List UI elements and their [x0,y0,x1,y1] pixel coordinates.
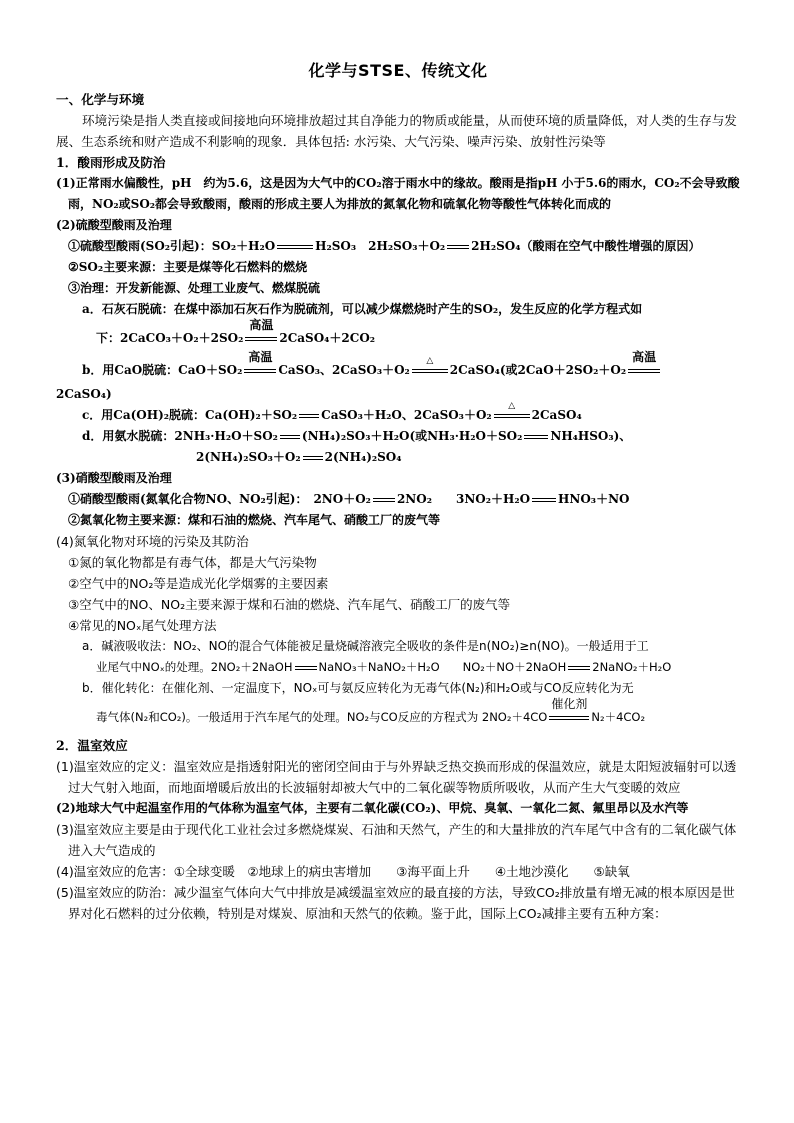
greenhouse-cause: (3)温室效应主要是由于现代化工业社会过多燃烧煤炭、石油和天然气，产生的和大量排放的汽车尾气中含有的二氧化碳气体进入大气造成的 [56,822,737,858]
document-page [56,58,740,924]
eq-part: H₂SO₃ 2H₂SO₃＋O₂ [315,239,446,253]
ammonia-desulfurization [56,426,740,447]
eq-part: 下：2CaCO₃＋O₂＋2SO₂ [96,331,244,345]
so2-source-line: ②SO₂主要来源：主要是煤等化石燃料的燃烧 [68,260,308,274]
eq-part: 2CaSO₄(或2CaO＋2SO₂＋O₂ [449,363,627,377]
cao-desulfurization [56,352,740,384]
equals-sign [299,405,319,426]
eq-part: 2NO₂ 3NO₂＋H₂O [396,492,531,506]
equals-sign [303,447,323,468]
equals-sign [295,657,317,678]
condition-equals-sign [628,350,660,384]
nox-source-line: ②氮氧化物主要来源：煤和石油的燃烧、汽车尾气、硝酸工厂的废气等 [68,513,441,527]
nox-pollution-heading: (4)氮氧化物对环境的污染及其防治 [56,534,249,549]
alkali-absorption-line-1: a．碱液吸收法：NO₂、NO的混合气体能被足量烧碱溶液完全吸收的条件是n(NO₂)≥n(NO)。一般适用于工 [82,639,649,653]
eq-part: 业尾气中NOₓ的处理。2NO₂＋2NaOH [96,660,293,674]
condition-equals-sign [412,356,448,384]
nitric-acid-rain-heading: (3)硝酸型酸雨及治理 [56,471,172,485]
section-heading-chemistry-environment: 一、化学与环境 [56,92,145,107]
greenhouse-heading: 2．温室效应 [56,738,128,753]
eq-part: c．用Ca(OH)₂脱硫：Ca(OH)₂＋SO₂ [82,408,298,422]
eq-part: HNO₃＋NO [558,492,630,506]
acid-rain-p1: (1)正常雨水偏酸性，pH 约为5.6，这是因为大气中的CO₂溶于雨水中的缘故。酸雨是指pH 小于5.6的雨水，CO₂不会导致酸雨，NO₂或SO₂都会导致酸雨，酸雨的形成主要人为排放的氮氧化物和硫氧化物等酸性气体转化而成的 [56,176,740,211]
limestone-desulfurization: a．石灰石脱硫：在煤中添加石灰石作为脱硫剂，可以减少煤燃烧时产生的SO₂，发生反应的化学方程式如 [82,302,643,316]
eq-part: ①硫酸型酸雨(SO₂引起)：SO₂＋H₂O [68,239,276,253]
page-title: 化学与STSE、传统文化 [308,61,488,80]
catalytic-conversion-line-1: b．催化转化：在催化剂、一定温度下，NOₓ可与氨反应转化为无毒气体(N₂)和H₂O或与CO反应转化为无 [82,681,634,695]
eq-part: NH₄HSO₃)、 [550,429,632,443]
condition-label: 高温 [249,318,274,332]
condition-label: △ [508,401,516,411]
nitric-acid-rain-equation [56,489,740,510]
intro-paragraph: 环境污染是指人类直接或间接地向环境排放超过其自净能力的物质或能量，从而使环境的质量降低，对人类的生存与发展、生态系统和财产造成不利影响的现象．具体包括: 水污染、大气污染、噪声污染、放射性污染等 [56,113,737,149]
eq-part: (NH₄)₂SO₃＋H₂O(或NH₃·H₂O＋SO₂ [301,429,523,443]
equals-sign [373,489,395,510]
sulfuric-acid-rain-equation [56,236,740,257]
greenhouse-hazards: (4)温室效应的危害：①全球变暖 ②地球上的病虫害增加 ③海平面上升 ④土地沙漠化 ⑤缺氧 [56,864,630,879]
nox-point-2: ②空气中的NO₂等是造成光化学烟雾的主要因素 [68,576,329,591]
equals-sign [532,489,556,510]
condition-equals-sign [549,697,589,731]
eq-part: 2H₂SO₄（酸雨在空气中酸性增强的原因） [471,239,701,253]
eq-part: 2(NH₄)₂SO₃＋O₂ [196,450,301,464]
reversible-sign [277,236,313,257]
condition-label: 高温 [248,350,273,364]
eq-part: 2NaNO₂＋H₂O [592,660,672,674]
eq-part: CaSO₃＋H₂O、2CaSO₃＋O₂ [321,408,492,422]
nox-point-1: ①氮的氧化物都是有毒气体，都是大气污染物 [68,555,317,570]
nox-point-4: ④常见的NOₓ尾气处理方法 [68,618,217,633]
eq-part: N₂＋4CO₂ [591,710,646,724]
eq-part: 2CaSO₄＋2CO₂ [279,331,376,345]
condition-label: △ [426,356,434,366]
condition-label: 催化剂 [551,697,588,711]
condition-label: 高温 [632,350,657,364]
sulfuric-acid-rain-heading: (2)硫酸型酸雨及治理 [56,218,172,232]
condition-equals-sign [494,401,530,426]
eq-part: d．用氨水脱硫：2NH₃·H₂O＋SO₂ [82,429,278,443]
caoh2-desulfurization [56,401,740,426]
eq-part: CaSO₃、2CaSO₃＋O₂ [278,363,410,377]
eq-part: 毒气体(N₂和CO₂)。一般适用于汽车尾气的处理。NO₂与CO反应的方程式为 2NO₂＋4CO [96,710,548,724]
treatment-line: ③治理：开发新能源、处理工业废气、燃煤脱硫 [68,281,321,295]
eq-part: ①硝酸型酸雨(氮氧化合物NO、NO₂引起)： 2NO＋O₂ [68,492,371,506]
alkali-absorption-line-2 [56,657,740,678]
eq-part: NaNO₃＋NaNO₂＋H₂O NO₂＋NO＋2NaOH [318,660,567,674]
catalytic-conversion-line-2 [56,699,740,731]
nox-point-3: ③空气中的NO、NO₂主要来源于煤和石油的燃烧、汽车尾气、硝酸工厂的废气等 [68,597,511,612]
greenhouse-prevention: (5)温室效应的防治：减少温室气体向大气中排放是减缓温室效应的最直接的方法，导致CO₂排放量有增无减的根本原因是世界对化石燃料的过分依赖，特别是对煤炭、原油和天然气的依赖。鉴于此，国际上CO₂减排主要有五种方案： [56,885,735,921]
ammonia-desulfurization-2 [56,447,740,468]
eq-part: 2CaSO₄ [531,408,582,422]
cao-desulfurization-end: 2CaSO₄) [56,387,112,401]
eq-part: 2(NH₄)₂SO₄ [324,450,402,464]
greenhouse-definition: (1)温室效应的定义：温室效应是指透射阳光的密闭空间由于与外界缺乏热交换而形成的保温效应，就是太阳短波辐射可以透过大气射入地面，而地面增暖后放出的长波辐射却被大气中的二氧化碳等物质所吸收，从而产生大气变暖的效应 [56,759,737,795]
greenhouse-gases: (2)地球大气中起温室作用的气体称为温室气体，主要有二氧化碳(CO₂)、甲烷、臭氧、一氧化二氮、氟里昂以及水汽等 [56,801,689,815]
condition-equals-sign [244,350,276,384]
equals-sign [280,426,300,447]
equals-sign [524,426,548,447]
equals-sign [568,657,590,678]
equals-sign [447,236,469,257]
eq-part: b．用CaO脱硫：CaO＋SO₂ [82,363,243,377]
acid-rain-heading: 1．酸雨形成及防治 [56,155,166,170]
